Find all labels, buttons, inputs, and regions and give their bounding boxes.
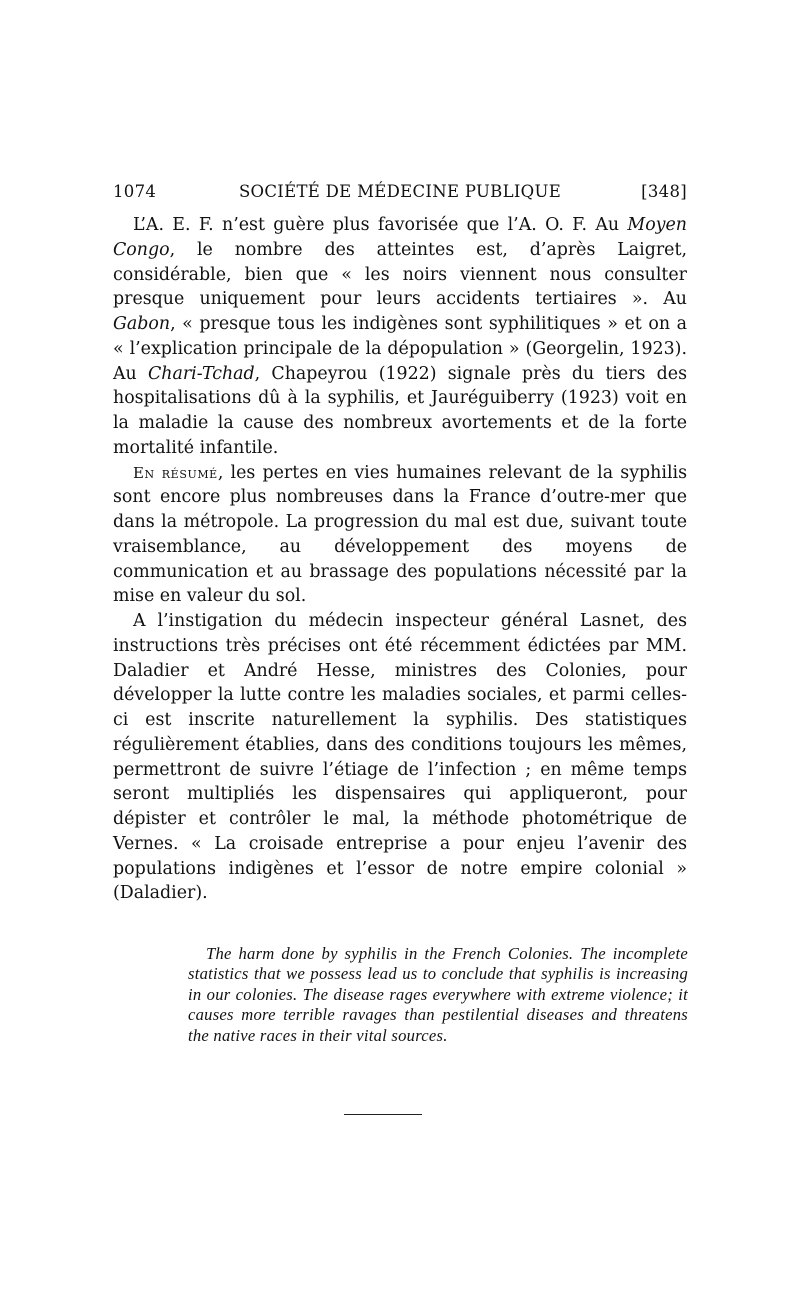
place-chari-tchad: Chari-Tchad (147, 363, 255, 384)
bracket-page-number: [348] (641, 182, 687, 201)
english-summary-text: The harm done by syphilis in the French Colonies. The incomplete statistics that we possess lead us to conclude that syphilis is increasing in our colonies. The disease rages everywhere with extreme violence; it causes more terrible ravages than pestilential diseases and threatens the native races in their vital sources. (188, 944, 688, 1045)
english-summary (188, 944, 688, 1046)
paragraph-instructions: A l’instigation du médecin inspecteur général Lasnet, des instructions très précises ont été récemment édictées par MM. Daladier et André Hesse, ministres des Colonies, pour développer la lutte contre les maladies sociales, et parmi celles-ci est inscrite naturellement la syphilis. Des statistiques régulièrement établies, dans des conditions toujours les mêmes, permettront de suivre l’étiage de l’infection ; en même temps seront multipliés les dispensaires qui appliqueront, pour dépister et contrôler le mal, la méthode photométrique de Vernes. « La croisade entreprise a pour enjeu l’avenir des populations indigènes et l’essor de notre empire colonial » (Daladier). (113, 611, 687, 904)
paragraph-aef: L’A. E. F. n’est guère plus favorisée que l’A. O. F. Au Moyen Congo, le nombre des atteintes est, d’après Laigret, considérable, bien que « les noirs viennent nous consulter presque uniquement pour leurs accidents tertiaires ». Au Gabon, « presque tous les indigènes sont syphilitiques » et on a « l’explication principale de la dépopulation » (Georgelin, 1923). Au Chari-Tchad, Chapeyrou (1922) signale près du tiers des hospitalisations dû à la syphilis, et Jauréguiberry (1923) voit en la maladie la cause des nombreux avortements et de la forte mortalité infantile. (113, 215, 687, 458)
page-number: 1074 (113, 182, 157, 201)
place-gabon: Gabon (113, 314, 171, 334)
paragraph-summary-fr: En résumé, les pertes en vies humaines relevant de la syphilis sont encore plus nombreuses dans la France d’outre-mer que dans la métropole. La progression du mal est due, suivant toute vraisemblance, au développement des moyens de communication et au brassage des populations nécessité par la mise en valeur du sol. (113, 462, 687, 607)
place-moyen-congo: Moyen Congo (113, 215, 687, 260)
lead-in-en-resume: En résumé (133, 463, 218, 482)
closing-rule (344, 1114, 422, 1115)
journal-title: SOCIÉTÉ DE MÉDECINE PUBLIQUE (238, 182, 562, 201)
body-text (113, 213, 687, 906)
